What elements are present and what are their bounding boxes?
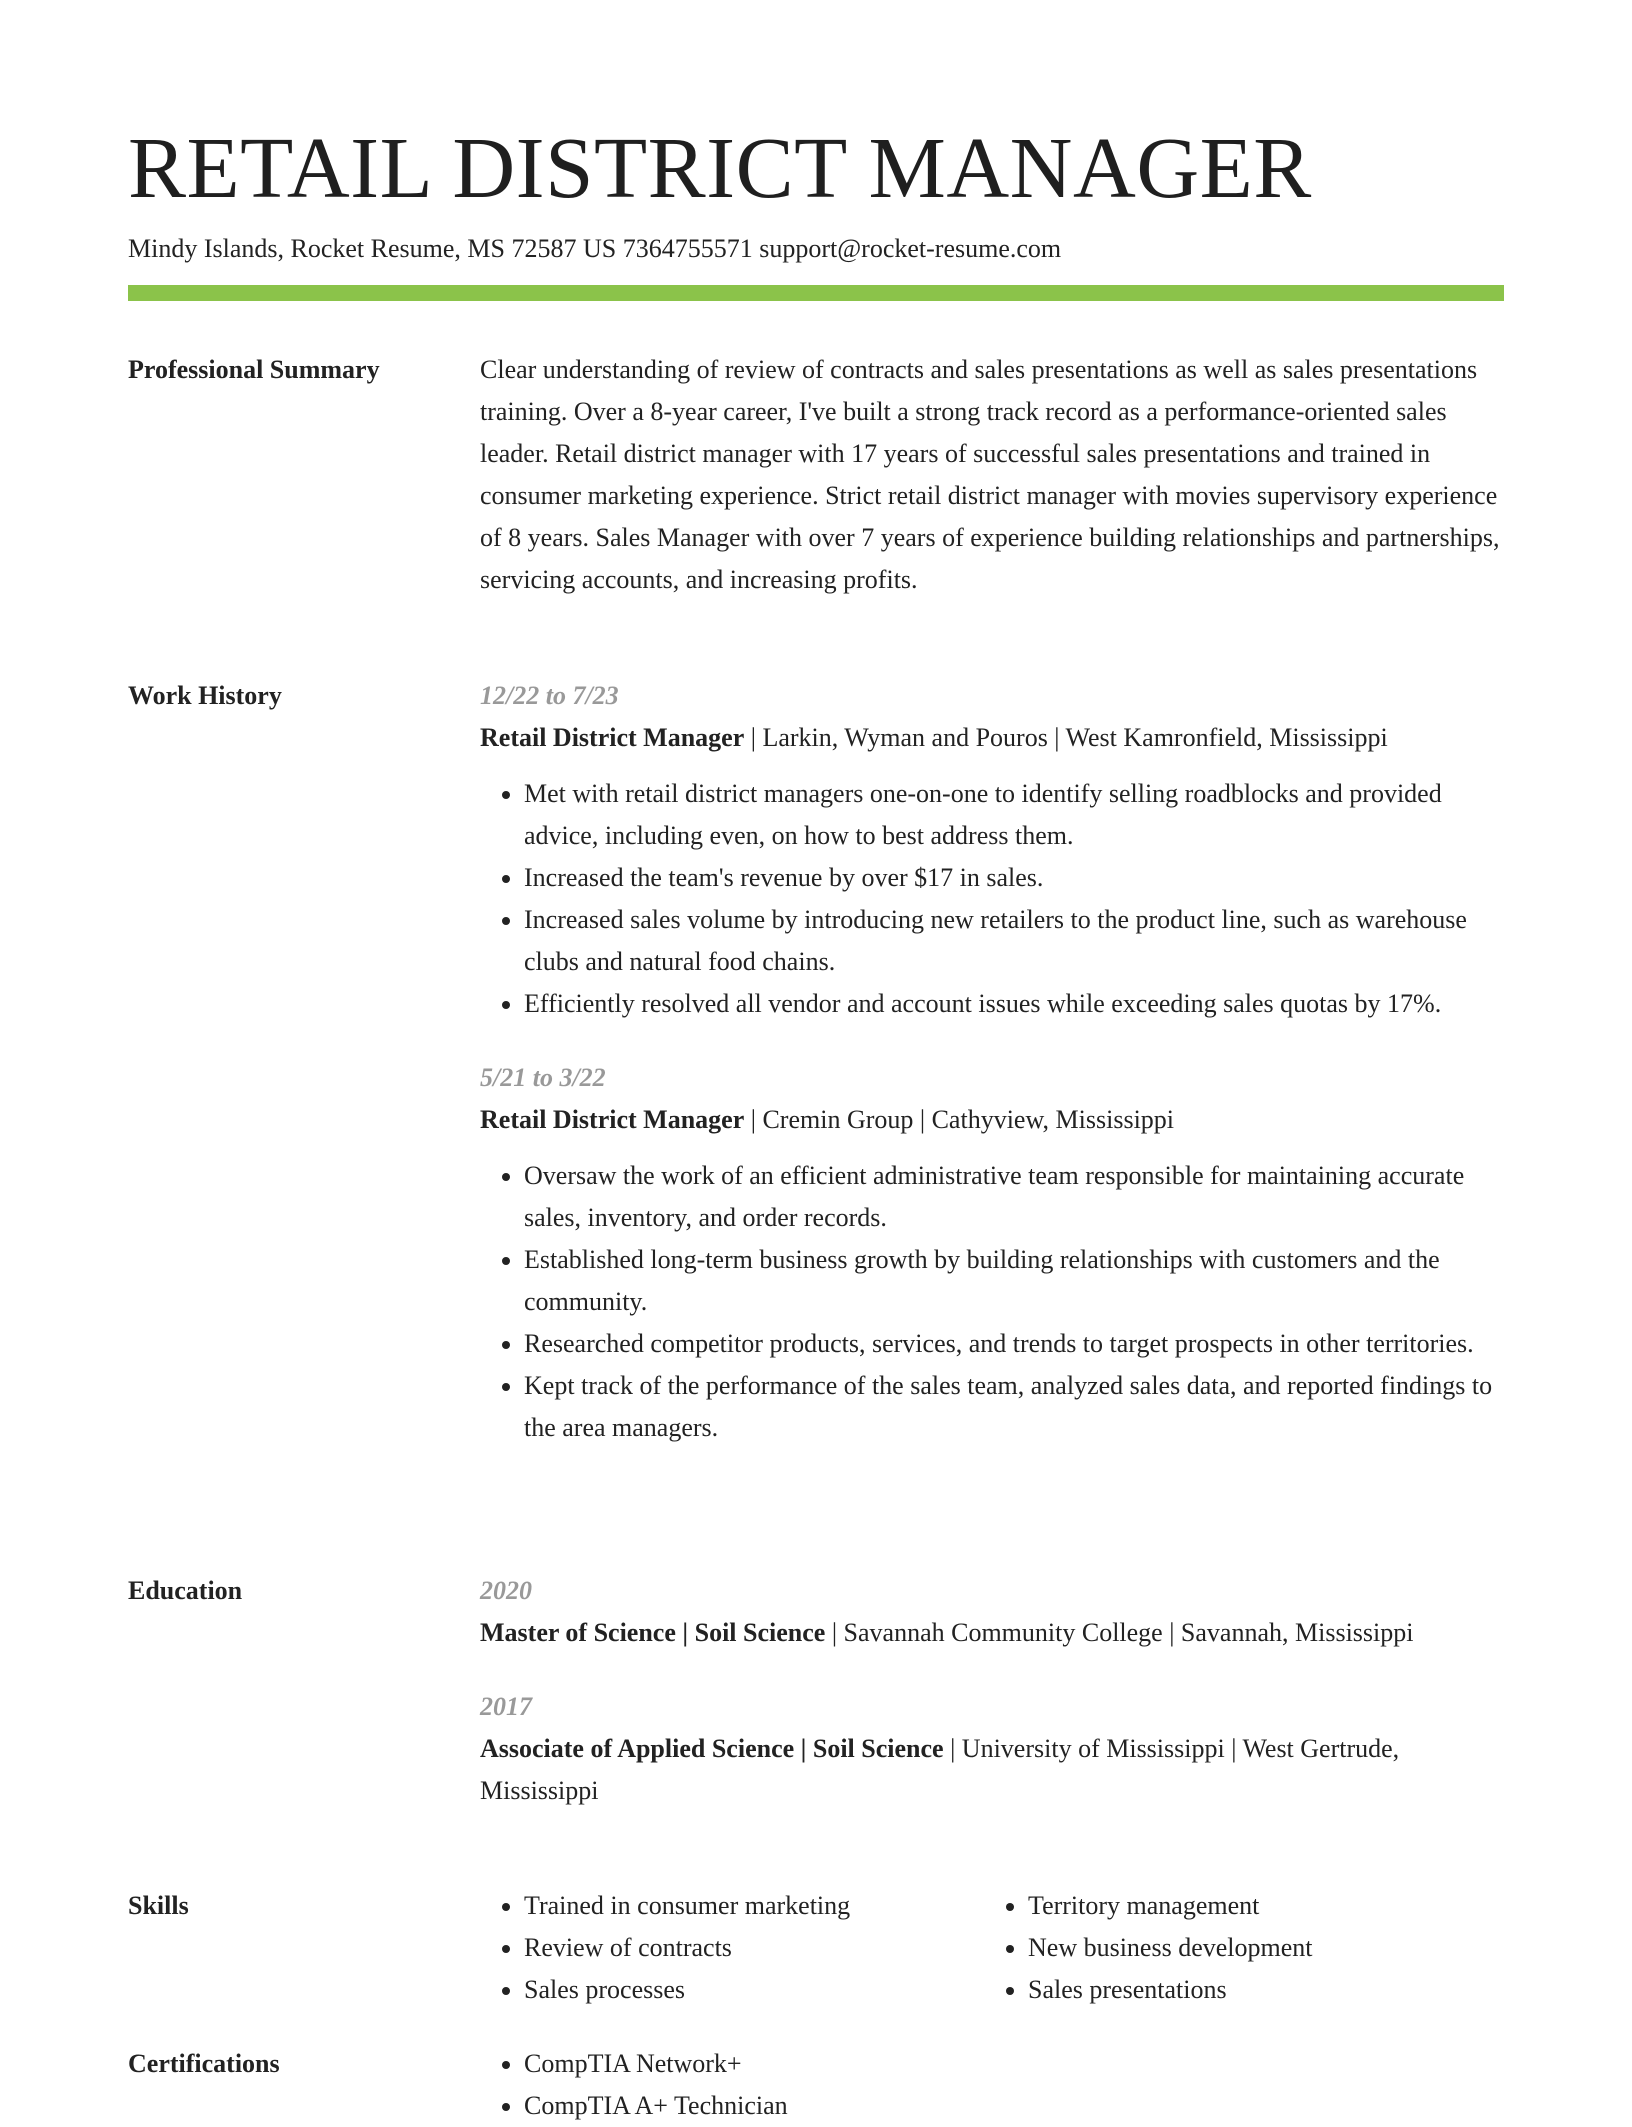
summary-text: Clear understanding of review of contracts and sales presentations as well as sales presentations training. Over a 8-year career, I've built a strong track record as a performance-oriented sales leader. Retail district manager with 17 years of successful sales presentations and trained in consumer marketing experience. Strict retail district manager with movies supervisory experience of 8 years. Sales Manager with over 7 years of experience building relationships and partnerships, servicing accounts, and increasing profits. <box>480 355 1500 594</box>
education-entry <box>480 1570 1504 1654</box>
education-headline <box>480 1728 1504 1812</box>
list-item: • New business development <box>1028 1927 1488 1969</box>
education-entry <box>480 1686 1504 1812</box>
skills-list-left <box>480 1885 984 2011</box>
education-heading: Education <box>128 1576 243 1605</box>
job-role: Retail District Manager <box>480 1105 745 1134</box>
list-item: • Met with retail district managers one-on-one to identify selling roadblocks and provided advice, including even, on how to best address them. <box>524 773 1504 857</box>
skills-list-right <box>984 1885 1488 2011</box>
job-details: | Larkin, Wyman and Pouros | West Kamronfield, Mississippi <box>744 723 1388 752</box>
job-role: Retail District Manager <box>480 723 745 752</box>
skills-columns <box>480 1885 1504 2011</box>
summary-heading: Professional Summary <box>128 355 380 384</box>
job-details: | Cremin Group | Cathyview, Mississippi <box>744 1105 1175 1134</box>
job-entry <box>480 1057 1504 1449</box>
list-item: • CompTIA A+ Technician <box>524 2085 1504 2127</box>
list-item: • Researched competitor products, services, and trends to target prospects in other territories. <box>524 1323 1504 1365</box>
accent-divider <box>128 285 1504 301</box>
list-item: • Review of contracts <box>524 1927 984 1969</box>
list-item: • CompTIA Network+ <box>524 2043 1504 2085</box>
education-degree: Associate of Applied Science | Soil Science <box>480 1734 944 1763</box>
list-item: • Kept track of the performance of the sales team, analyzed sales data, and reported findings to the area managers. <box>524 1365 1504 1449</box>
list-item: • Efficiently resolved all vendor and account issues while exceeding sales quotas by 17%. <box>524 983 1504 1025</box>
education-details: | University of Mississippi | West Gertrude, Mississippi <box>480 1734 1400 1805</box>
list-item: • Oversaw the work of an efficient administrative team responsible for maintaining accurate sales, inventory, and order records. <box>524 1155 1504 1239</box>
list-item: • Sales presentations <box>1028 1969 1488 2011</box>
list-item: • Increased sales volume by introducing new retailers to the product line, such as warehouse clubs and natural food chains. <box>524 899 1504 983</box>
list-item: • Sales processes <box>524 1969 984 2011</box>
skills-heading: Skills <box>128 1891 189 1920</box>
job-dates: 5/21 to 3/22 <box>480 1063 606 1092</box>
work-history-heading: Work History <box>128 681 282 710</box>
job-dates: 12/22 to 7/23 <box>480 681 619 710</box>
list-item: • Increased the team's revenue by over $17 in sales. <box>524 857 1504 899</box>
resume-title: RETAIL DISTRICT MANAGER <box>128 119 1312 216</box>
contact-line: Mindy Islands, Rocket Resume, MS 72587 US 7364755571 support@rocket-resume.com <box>128 234 1062 263</box>
list-item: • Established long-term business growth by building relationships with customers and the community. <box>524 1239 1504 1323</box>
job-headline <box>480 1099 1504 1141</box>
certifications-list <box>480 2043 1504 2127</box>
certifications-heading: Certifications <box>128 2049 280 2078</box>
education-degree: Master of Science | Soil Science <box>480 1618 826 1647</box>
education-year: 2020 <box>480 1576 532 1605</box>
job-headline <box>480 717 1504 759</box>
list-item: • Trained in consumer marketing <box>524 1885 984 1927</box>
job-bullets <box>480 1155 1504 1449</box>
job-entry <box>480 675 1504 1025</box>
job-bullets <box>480 773 1504 1025</box>
education-headline <box>480 1612 1504 1654</box>
education-year: 2017 <box>480 1692 532 1721</box>
list-item: • Territory management <box>1028 1885 1488 1927</box>
education-details: | Savannah Community College | Savannah, Mississippi <box>825 1618 1414 1647</box>
